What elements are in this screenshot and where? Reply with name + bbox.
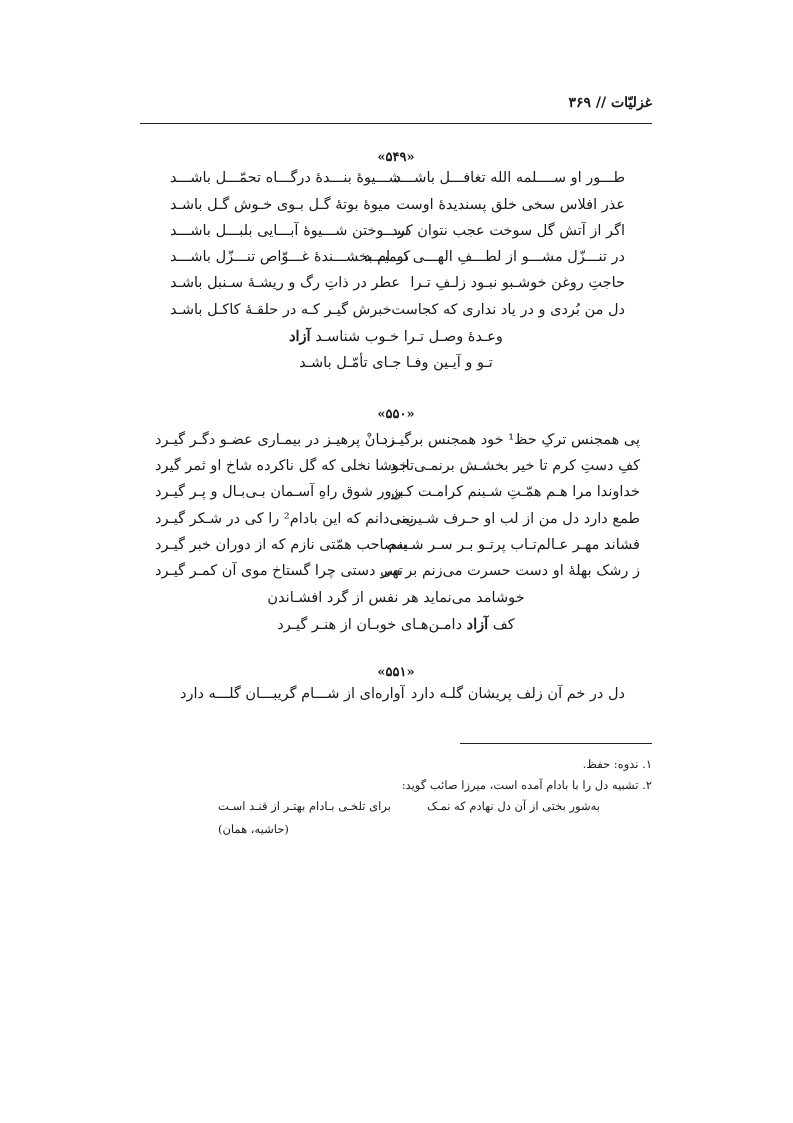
hemistich-first: در تنـــزّل مشـــو از لطـــفِ الهـــی نومیـــد [364,249,625,265]
running-header [140,93,652,124]
hemistich-second: تهی دستی چرا گستاخ موی آن کمـر گیـرد [155,563,403,579]
couplet [155,511,640,535]
poet-name: آزاد [289,328,311,345]
hemistich-first: خداوندا مرا هـم همّـتِ شـبنم کرامـت کـن [391,484,640,500]
hemistich-second: نمی‌دانم که این بادام² را کی در شـکر گیـرد [155,511,414,527]
couplet [170,223,625,247]
footnote-verse-first: به‌شور بختی از آن دل نهادم که نمـک [426,799,600,813]
hemistich-second: زبـانْ پرهیـز در بیمـاری عضـو دگـر گیـرد [155,432,396,448]
hemistich-second: کـــام بخشـــندهٔ غـــوّاص تنـــزّل باشـــد [170,249,411,265]
poem-number: «۵۴۹» [377,150,415,165]
hemistich-first: اگر از آتش گل سوخت عجب نتوان کرد [391,223,625,239]
closing-text: تـو و آیـین وفـا جـای تأمّـل باشـد [299,355,493,371]
footnote-2: ۲. تشبیه دل را با بادام آمده است، میرزا صائب گوید: [401,778,652,792]
couplet [155,563,640,587]
closing-text: خوشامد می‌نماید هر نفس از گرد افشـاندن [267,590,525,606]
hemistich-second: عطر در ذاتِ رگ و ریشـهٔ سـنبل باشـد [170,275,400,291]
couplet [170,302,625,326]
hemistich-second: میوهٔ بوتهٔ گـل بـوی خـوش گـل باشـد [170,197,391,213]
closing-line [140,328,652,345]
hemistich-first: فشاند مهـر عـالم‌تـاب پرتـو بـر سـر شـبنم [388,537,640,553]
hemistich-second: بزور شوق راهِ آسـمان بـی‌بـال و پـر گیـرد [155,484,404,500]
hemistich-first: کفِ دستِ کرم تا خیر بخشـش برنمـی‌تابـد [389,458,640,474]
couplet [170,170,625,194]
couplet [155,484,640,508]
hemistich-first: دل من بُردی و در یاد نداری که کجاست [391,302,625,318]
hemistich-second: خوشا نخلی که گل ناکرده شاخ او ثمر گیرد [155,458,409,474]
hemistich-second: خبرش گیـر کـه در حلقـهٔ کاکـل باشـد [170,302,392,318]
header-title: غزلیّات // ۳۶۹ [568,95,652,111]
couplet [170,275,625,299]
hemistich-first: حاجتِ روغن خوشـبو نبـود زلـفِ تـرا [410,275,625,291]
hemistich-first: دل در خم آن زلف پریشان گلـه دارد [410,686,625,702]
couplet [180,686,625,710]
poem-number: «۵۵۰» [377,407,415,422]
footnote-source: (حاشیه، همان) [218,822,289,836]
hemistich-first: عذر افلاس سخی خلق پسندیدهٔ اوست [396,197,625,213]
closing-line [140,355,652,371]
hemistich-first: طمع دارد دل من از لب او حـرف شـیرینی [389,511,640,527]
couplet [155,537,640,561]
couplet [170,197,625,221]
closing-line [140,616,652,633]
closing-line [140,590,652,606]
hemistich-second: شـــیوهٔ بنـــدهٔ درگـــاه تحمّـــل باشـــد [170,170,401,186]
poet-name: آزاد [466,616,489,633]
hemistich-first: ز رشک بهلهٔ او دست حسرت می‌زنم بر سر [380,563,640,579]
couplet [155,432,640,456]
hemistich-second: ســـوختن شـــیوهٔ آبـــایی بلبـــل باشـــد [170,223,409,239]
hemistich-first: طـــور او ســــلمه الله تغافـــل باشـــد [393,170,625,186]
closing-text: وعـدهٔ وصـل تـرا خـوب شناسـد [310,329,503,345]
poem-number: «۵۵۱» [377,665,415,680]
footnote-verse-second: برای تلخـی بـادام بهتـر از قنـد اسـت [218,799,391,813]
hemistich-second: به‌صاحب همّتی نازم که از دوران خبر گیـرد [155,537,409,553]
closing-text: کف [488,617,515,633]
couplet [170,249,625,273]
hemistich-second: آواره‌ای از شـــام گریبـــان گلـــه دارد [180,686,405,702]
footnote-divider [460,743,652,744]
footnote-1: ۱. ندوه: حفظ. [582,757,652,771]
closing-text: دامـن‌هـای خوبـان از هنـر گیـرد [277,617,467,633]
hemistich-first: پی همجنس ترکِ حظ¹ خود همجنس برگیـرد [381,432,640,448]
couplet [155,458,640,482]
